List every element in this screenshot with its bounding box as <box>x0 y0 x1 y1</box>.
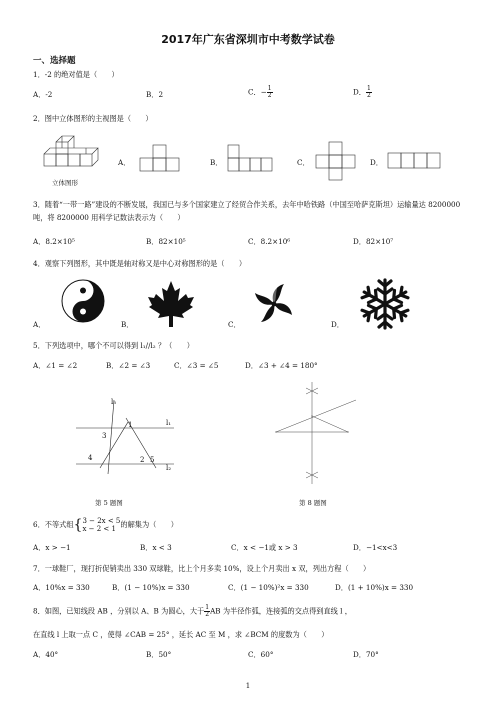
question-6-option-d: D．−1<x<3 <box>353 543 398 552</box>
front-view-d <box>386 148 442 174</box>
figure-5-diagram <box>70 396 180 476</box>
question-3-option-b: B．82×10⁵ <box>146 237 186 246</box>
question-2-option-b: B． <box>210 158 223 167</box>
question-3-option-c: C．8.2×10⁶ <box>248 237 291 246</box>
question-2-stem: 2．图中立体图形的主视图是（ ） <box>33 114 153 123</box>
question-8-stem-line-1: 8．如图，已知线段 AB ，分别以 A、B 为圆心，大于 $\frac{1}{2}$ AB 为半径作弧，连接弧的交点得到直线 l ， <box>33 604 352 618</box>
question-6-option-b: B．x < 3 <box>140 543 172 552</box>
maple-leaf-icon <box>146 279 196 329</box>
label-l1: l₁ <box>166 419 172 427</box>
figure-8-diagram <box>268 378 364 488</box>
question-3-option-a: A．8.2×10⁵ <box>33 237 75 246</box>
yin-yang-icon <box>60 278 106 324</box>
question-7-option-b: B．(1 − 10%)x = 330 <box>112 583 190 592</box>
bauhinia-flower-icon <box>250 280 298 328</box>
solid-figure-caption: 立体图形 <box>52 179 78 187</box>
snowflake-icon <box>358 277 412 331</box>
question-6-option-a: A．x > −1 <box>33 543 71 552</box>
question-6-option-c: C．x < −1或 x > 3 <box>231 543 298 552</box>
question-5-option-a: A．∠1 = ∠2 <box>33 361 78 370</box>
label-l3: l₃ <box>111 398 117 406</box>
question-3-stem: 3．随着“一带一路”建设的不断发展，我国已与多个国家建立了经贸合作关系，去年中哈铁路（中国至哈萨克斯坦）运输量达 8200000 吨，将 8200000 用科学记数法表示为（ ） <box>33 200 461 222</box>
question-5-stem: 5．下列选项中，哪个不可以得到 l₁//l₂ ？（ ） <box>33 341 194 350</box>
question-2-option-d: D． <box>370 158 383 167</box>
question-1-option-c: C．− $\frac{1}{2}$ <box>248 85 272 99</box>
question-4-option-b: B． <box>121 320 134 329</box>
question-8-option-a: A．40° <box>33 650 59 659</box>
question-1-option-a: A．-2 <box>33 90 53 99</box>
figure-5-caption: 第 5 题图 <box>95 499 123 507</box>
angle-label-2: 2 <box>140 456 145 464</box>
question-2-option-c: C． <box>297 158 310 167</box>
question-5-option-c: C．∠3 = ∠5 <box>174 361 219 370</box>
ray-am <box>276 400 356 432</box>
page-title: 2017年广东省深圳市中考数学试卷 <box>161 33 335 46</box>
angle-label-3: 3 <box>102 432 107 440</box>
question-7-option-c: C．(1 − 10%)²x = 330 <box>228 583 309 592</box>
question-1-option-d: D． $\frac{1}{2}$ <box>353 85 371 99</box>
front-view-b <box>226 140 274 176</box>
question-6-stem: 6．不等式组{ 3 − 2x < 5 x − 2 < 1 的解集为（ ） <box>33 517 178 533</box>
question-1-stem: 1．-2 的绝对值是（ ） <box>33 70 119 79</box>
angle-label-4: 4 <box>88 454 93 462</box>
figure-8-caption: 第 8 题图 <box>299 499 327 507</box>
page-number: 1 <box>245 682 251 690</box>
question-8-stem-line-2: 在直线 l 上取一点 C ，使得 ∠CAB = 25° ，延长 AC 至 M ，求 ∠BCM 的度数为（ ） <box>33 630 329 639</box>
question-8-option-b: B．50° <box>146 650 172 659</box>
question-7-stem: 7．一球鞋厂，现打折促销卖出 330 双球鞋，比上个月多卖 10%，设上个月卖出 x 双，列出方程（ ） <box>33 564 371 573</box>
question-4-stem: 4．观察下列图形，其中既是轴对称又是中心对称图形的是（ ） <box>33 259 247 268</box>
front-view-c <box>314 138 358 182</box>
solid-figure-3d <box>40 132 110 178</box>
question-5-option-d: D．∠3 + ∠4 = 180° <box>245 361 318 370</box>
question-4-option-a: A． <box>33 320 46 329</box>
question-3-option-d: D．82×10⁷ <box>353 237 394 246</box>
angle-label-1: 1 <box>128 421 133 429</box>
front-view-a <box>138 140 182 176</box>
question-5-option-b: B．∠2 = ∠3 <box>106 361 151 370</box>
question-4-option-d: D． <box>331 320 344 329</box>
question-2-option-a: A． <box>118 158 131 167</box>
label-l2: l₂ <box>166 464 172 472</box>
question-7-option-a: A．10%x = 330 <box>33 583 90 592</box>
question-1-option-b: B．2 <box>146 90 164 99</box>
section-heading: 一、选择题 <box>33 56 76 66</box>
question-7-option-d: D．(1 + 10%)x = 330 <box>335 583 414 592</box>
angle-label-5: 5 <box>150 456 155 464</box>
question-4-option-c: C． <box>228 320 241 329</box>
question-8-option-c: C．60° <box>248 650 274 659</box>
question-8-option-d: D．70° <box>353 650 379 659</box>
